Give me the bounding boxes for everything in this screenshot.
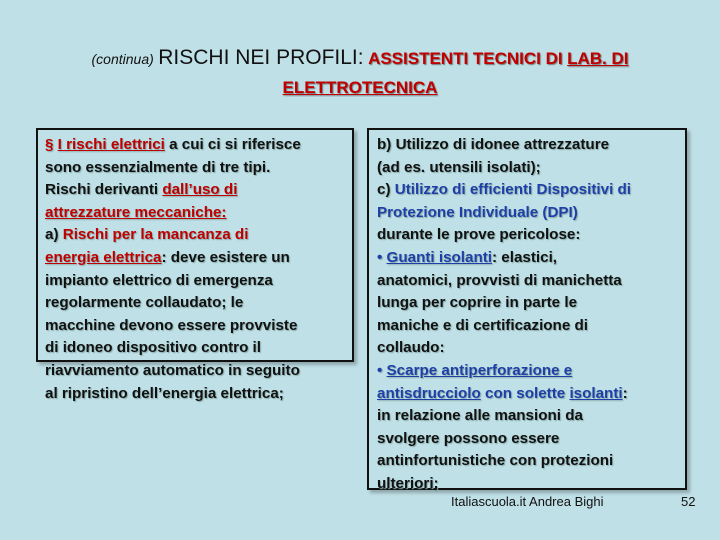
right-line-13: in relazione alle mansioni da bbox=[377, 407, 583, 425]
title-red-1: ASSISTENTI TECNICI DI bbox=[368, 49, 563, 68]
left-text-box bbox=[36, 128, 354, 402]
text-red: Rischi per la mancanza di bbox=[62, 226, 249, 244]
page-number: 52 bbox=[681, 494, 696, 509]
text-blue: antisdrucciolo bbox=[377, 384, 481, 402]
right-line-3 bbox=[377, 179, 679, 202]
text-blue: Scarpe antiperforazione e bbox=[386, 361, 573, 379]
text: Rischi derivanti bbox=[45, 181, 163, 199]
text-red: energia elettrica bbox=[45, 248, 162, 266]
slide-title bbox=[0, 44, 720, 103]
text-blue: isolanti bbox=[569, 384, 623, 402]
title-line-2 bbox=[0, 74, 720, 103]
right-line-4: Protezione Individuale (DPI) bbox=[377, 203, 578, 221]
right-line-11 bbox=[377, 360, 679, 383]
right-line-7: anatomici, provvisti di manichetta bbox=[377, 271, 622, 289]
left-line-4: attrezzature meccaniche: bbox=[45, 203, 227, 221]
right-line-14: svolgere possono essere bbox=[377, 429, 560, 447]
bullet: • bbox=[377, 361, 387, 379]
right-line-5: durante le prove pericolose: bbox=[377, 226, 581, 244]
left-line-3 bbox=[45, 179, 346, 202]
left-line-10: di idoneo dispositivo contro il bbox=[45, 339, 261, 357]
left-line-8: regolarmente collaudato; le bbox=[45, 294, 244, 312]
text-blue: con solette bbox=[480, 384, 570, 402]
right-line-2: (ad es. utensili isolati); bbox=[377, 158, 541, 176]
text: b) bbox=[377, 136, 396, 153]
text: a) bbox=[45, 226, 63, 244]
right-line-16: ulteriori; bbox=[377, 474, 439, 492]
right-text-box bbox=[367, 128, 687, 490]
left-line-6 bbox=[45, 247, 346, 270]
text-blue: Utilizzo di efficienti Dispositivi di bbox=[394, 181, 632, 199]
left-line-12: al ripristino dell’energia elettrica; bbox=[45, 384, 284, 402]
text: a cui ci si riferisce bbox=[164, 136, 301, 153]
title-red-3: ELETTROTECNICA bbox=[282, 78, 438, 97]
left-line-9: macchine devono essere provviste bbox=[45, 316, 298, 334]
text-red: dall’uso di bbox=[162, 181, 238, 199]
left-line-2: sono essenzialmente di tre tipi. bbox=[45, 158, 271, 176]
left-line-1 bbox=[45, 134, 346, 157]
right-line-10: collaudo: bbox=[377, 339, 445, 357]
left-line-11: riavviamento automatico in seguito bbox=[45, 361, 300, 379]
right-line-8: lunga per coprire in parte le bbox=[377, 294, 578, 312]
electric-risks-link: I rischi elettrici bbox=[57, 136, 165, 153]
text: c) bbox=[377, 181, 395, 199]
footer-author: Italiascuola.it Andrea Bighi bbox=[451, 494, 604, 509]
bullet: § bbox=[45, 136, 58, 153]
title-main: RISCHI NEI PROFILI: bbox=[158, 46, 364, 69]
text: Utilizzo di idonee attrezzature bbox=[395, 136, 610, 153]
text: : bbox=[622, 384, 628, 402]
text: : deve esistere un bbox=[161, 248, 290, 266]
title-prefix: (continua) bbox=[91, 51, 154, 67]
title-line-1 bbox=[0, 44, 720, 74]
left-line-5 bbox=[45, 224, 346, 247]
right-line-6 bbox=[377, 247, 679, 270]
text: : elastici, bbox=[492, 248, 558, 266]
right-line-1 bbox=[377, 134, 679, 157]
right-line-12 bbox=[377, 383, 679, 406]
right-line-15: antinfortunistiche con protezioni bbox=[377, 452, 614, 470]
bullet: • bbox=[377, 248, 387, 266]
title-red-2: LAB. DI bbox=[567, 49, 629, 68]
text-blue: Guanti isolanti bbox=[386, 248, 493, 266]
left-line-7: impianto elettrico di emergenza bbox=[45, 271, 273, 289]
right-line-9: maniche e di certificazione di bbox=[377, 316, 589, 334]
